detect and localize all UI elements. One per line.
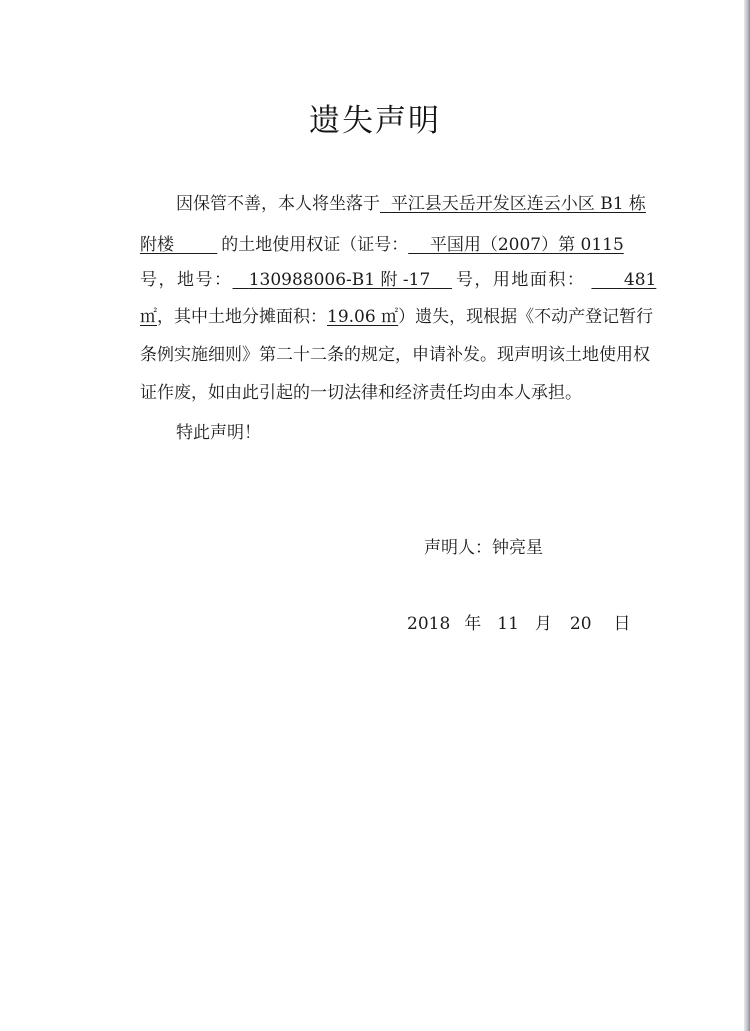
land-area-unit: ㎡ <box>140 307 157 327</box>
location-field-part2: 附楼 <box>140 235 174 255</box>
location-field-part1: 平江县天岳开发区连云小区 B1 栋 <box>390 194 646 214</box>
date-month: 11 <box>497 614 519 634</box>
line3-prefix: 号，地号： <box>140 270 233 290</box>
body-line-4 <box>140 305 653 329</box>
line1-prefix: 因保管不善，本人将坐落于 <box>176 194 380 214</box>
certificate-number-field: 平国用（2007）第 0115 <box>429 235 624 255</box>
parcel-number-field: 130988006-B1 附 -17 <box>248 270 431 290</box>
line3-mid: 号，用地面积： <box>455 270 586 290</box>
body-line-3 <box>140 268 656 292</box>
shared-area-field: 19.06 ㎡ <box>327 307 399 327</box>
body-line-1 <box>176 192 646 216</box>
body-line-5: 条例实施细则》第二十二条的规定，申请补发。现声明该土地使用权 <box>140 345 650 365</box>
date-block <box>407 612 631 636</box>
document-title: 遗失声明 <box>309 103 441 139</box>
scan-border <box>744 0 750 1031</box>
land-area-field: 481 <box>623 270 657 290</box>
declarant-label: 声明人： <box>424 538 492 558</box>
body-line-2 <box>140 233 624 257</box>
body-line-6: 证作废，如由此引起的一切法律和经济责任均由本人承担。 <box>140 383 582 403</box>
line4-mid: ，其中土地分摊面积： <box>157 307 327 327</box>
date-year: 2018 <box>407 614 451 634</box>
signature-block <box>424 536 543 560</box>
date-day-unit: 日 <box>613 614 631 634</box>
date-day: 20 <box>569 614 592 634</box>
line4-suffix: ）遗失，现根据《不动产登记暂行 <box>398 307 654 327</box>
declarant-name: 钟亮星 <box>492 538 543 558</box>
closing-statement: 特此声明！ <box>176 423 261 443</box>
date-year-unit: 年 <box>464 614 482 634</box>
date-month-unit: 月 <box>534 614 552 634</box>
line2-mid: 的土地使用权证（证号： <box>221 235 409 255</box>
